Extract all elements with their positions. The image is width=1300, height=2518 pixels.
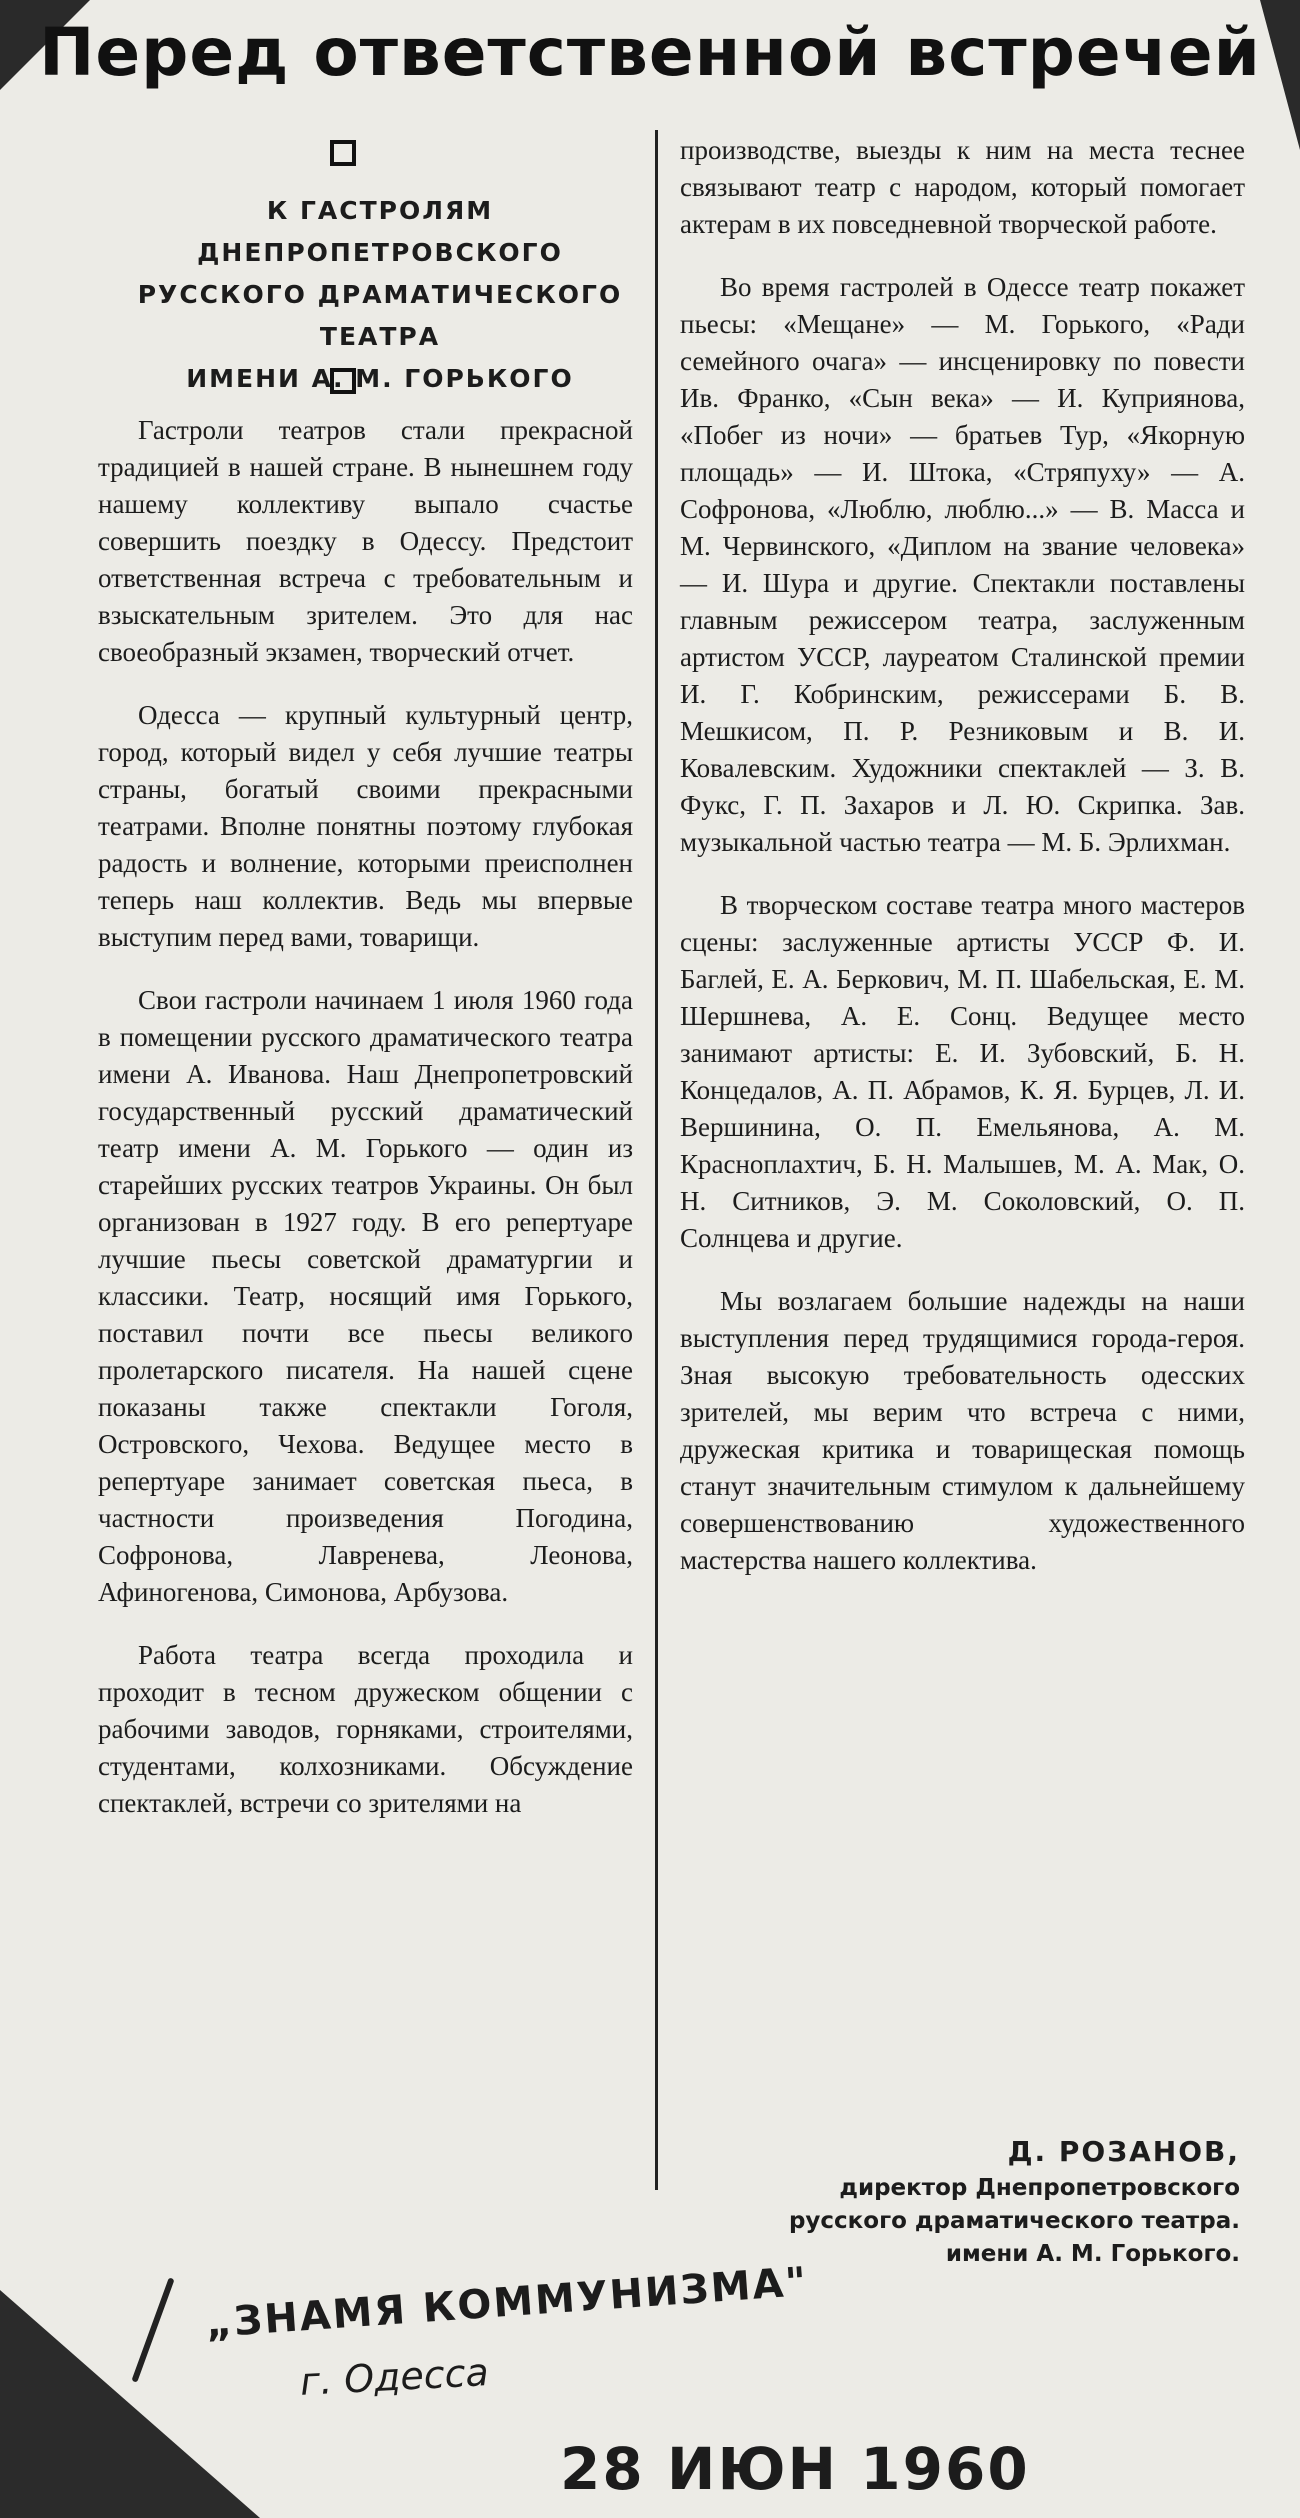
column-divider bbox=[655, 130, 658, 2190]
author-title-line-2: русского драматического театра. bbox=[788, 2208, 1240, 2234]
paragraph: Свои гастроли начинаем 1 июля 1960 года в помещении русского драматического театра имени А. Иванова. Наш Днепропетровский государственный русский драматический театр имени А. М. Горького — один из старейших русских театров Украины. Он был организован в 1927 году. В его репертуаре лучшие пьесы советской драматургии и классики. Театр, носящий имя Горького, поставил почти все пьесы великого пролетарского писателя. На нашей сцене показаны также спектакли Гоголя, Островского, Чехова. Ведущее место в репертуаре занимает советская пьеса, в частности произведения Погодина, Софронова, Лавренева, Леонова, Афиногенова, Симонова, Арбузова. bbox=[98, 985, 633, 1607]
subheading bbox=[120, 190, 640, 400]
date-stamp: 28 ИЮН 1960 bbox=[560, 2435, 1030, 2503]
author-name: Д. РОЗАНОВ, bbox=[1007, 2135, 1240, 2168]
paragraph: производстве, выезды к ним на места теснее связывают театр с народом, который помогает актерам в их повседневной творческой работе. bbox=[680, 135, 1245, 239]
subheading-line-3: ИМЕНИ А. М. ГОРЬКОГО bbox=[186, 364, 574, 393]
paragraph: Одесса — крупный культурный центр, город, который видел у себя лучшие театры страны, богатый своими прекрасными театрами. Вполне понятны поэтому глубокая радость и волнение, которыми преисполнен теперь наш коллектив. Ведь мы впервые выступим перед вами, товарищи. bbox=[98, 700, 633, 952]
author-title-line-1: директор Днепропетровского bbox=[839, 2175, 1240, 2201]
author-title-line-3: имени А. М. Горького. bbox=[945, 2241, 1240, 2267]
ornament-square-top bbox=[330, 140, 356, 166]
article-right-column bbox=[680, 132, 1245, 1605]
subheading-line-1: К ГАСТРОЛЯМ ДНЕПРОПЕТРОВСКОГО bbox=[197, 196, 563, 267]
paragraph: Мы возлагаем большие надежды на наши выступления перед трудящимися города-героя. Зная высокую требовательность одесских зрителей, мы верим что встреча с ними, дружеская критика и товарищеская помощь станут значительным стимулом к дальнейшему совершенствованию художественного мастерства нашего коллектива. bbox=[680, 1286, 1245, 1575]
subheading-line-2: РУССКОГО ДРАМАТИЧЕСКОГО ТЕАТРА bbox=[137, 280, 623, 351]
paragraph: Работа театра всегда проходила и проходит в тесном дружеском общении с рабочими заводов, горняками, строителями, студентами, колхозниками. Обсуждение спектаклей, встречи со зрителями на bbox=[98, 1640, 633, 1818]
ornament-square-bottom bbox=[330, 368, 356, 394]
author-signature bbox=[680, 2135, 1240, 2271]
paragraph: Гастроли театров стали прекрасной традицией в нашей стране. В нынешнем году нашему коллективу выпало счастье совершить поездку в Одессу. Предстоит ответственная встреча с требовательным и взыскательным зрителем. Это для нас своеобразный экзамен, творческий отчет. bbox=[98, 415, 633, 667]
publication-city: г. Одесса bbox=[298, 2350, 490, 2404]
headline: Перед ответственной встречей bbox=[39, 14, 1261, 91]
paragraph: Во время гастролей в Одессе театр покажет пьесы: «Мещане» — М. Горького, «Ради семейного очага» — инсценировку по повести Ив. Франко, «Сын века» — И. Куприянова, «Побег из ночи» — братьев Тур, «Якорную площадь» — И. Штока, «Стряпуху» — А. Софронова, «Люблю, люблю...» — В. Масса и М. Червинского, «Диплом на звание человека» — И. Шура и другие. Спектакли поставлены главным режиссером театра, заслуженным артистом УССР, лауреатом Сталинской премии И. Г. Кобринским, режиссерами Б. В. Мешкисом, П. Р. Резниковым и В. И. Ковалевским. Художники спектаклей — З. В. Фукс, Г. П. Захаров и Л. Ю. Скрипка. Зав. музыкальной частью театра — М. Б. Эрлихман. bbox=[680, 272, 1245, 857]
paragraph: В творческом составе театра много мастеров сцены: заслуженные артисты УССР Ф. И. Баглей, Е. А. Беркович, М. П. Шабельская, Е. М. Шершнева, А. Е. Сонц. Ведущее место занимают артисты: Е. И. Зубовский, Б. Н. Концедалов, А. П. Абрамов, К. Я. Бурцев, Л. И. Вершинина, О. П. Емельянова, А. М. Краснoплахтич, Б. Н. Малышев, М. А. Мак, О. Н. Ситников, Э. М. Соколовский, О. П. Солнцева и другие. bbox=[680, 890, 1245, 1253]
article-left-column bbox=[98, 412, 633, 1848]
publication-stamp: „ЗНАМЯ КОММУНИЗМА" bbox=[204, 2258, 810, 2348]
